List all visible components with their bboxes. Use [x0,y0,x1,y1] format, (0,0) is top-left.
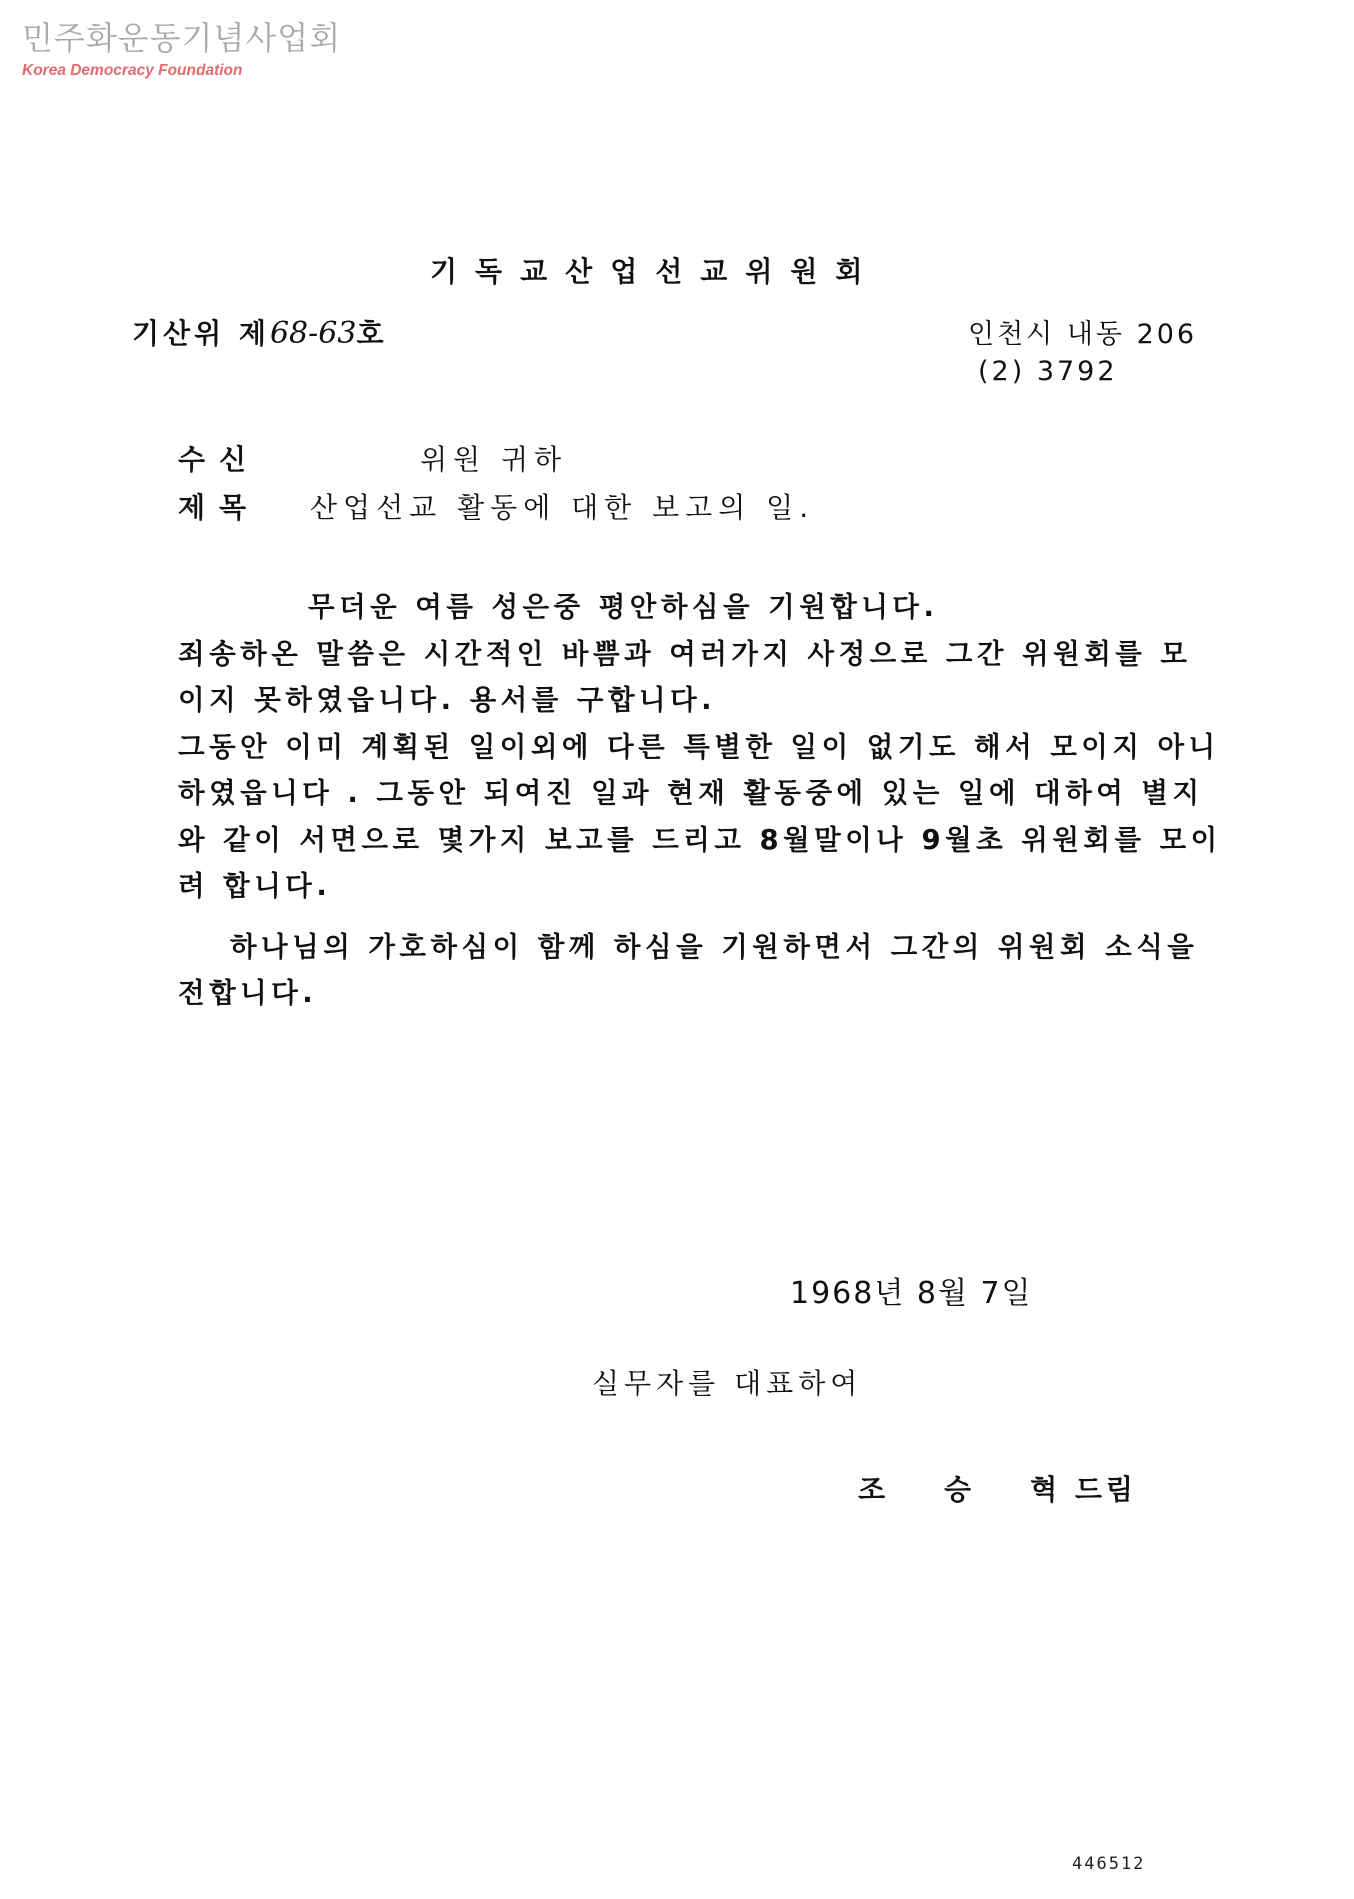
subject-label: 제목 [178,491,261,524]
body-line: 하였읍니다 . 그동안 되여진 일과 현재 활동중에 있는 일에 대하여 별지 [178,777,1204,809]
body-line: 와 같이 서면으로 몇가지 보고를 드리고 8월말이나 9월초 위원회를 모이 [178,823,1222,856]
body-line: 려 합니다. [178,870,332,902]
recipient-value: 위원 귀하 [420,443,568,476]
body-line: 하나님의 가호하심이 함께 하심을 기원하면서 그간의 위원회 소식을 [230,930,1199,963]
letter-body [178,584,1258,1017]
body-line: 이지 못하였읍니다. 용서를 구합니다. [178,684,717,716]
sender-address: 인천시 내동 206 [968,319,1198,350]
document-number-handwritten: 68-63 [269,316,357,351]
letter-date: 1968년 8월 7일 [790,1276,1033,1311]
document-number-suffix: 호 [356,317,388,350]
body-line: 죄송하온 말씀은 시간적인 바쁨과 여러가지 사정으로 그간 위원회를 모 [178,637,1192,670]
body-line: 무더운 여름 성은중 평안하심을 기원합니다. [308,591,939,623]
archive-serial-number: 446512 [1072,1854,1146,1874]
document-number-prefix: 기산위 제 [132,317,270,350]
body-line: 그동안 이미 계획된 일이외에 다른 특별한 일이 없기도 해서 모이지 아니 [178,730,1220,763]
organization-title: 기독교산업선교위원회 [430,255,881,288]
signer-name: 조 승 혁 드림 [858,1473,1137,1506]
subject-value: 산업선교 활동에 대한 보고의 일. [310,491,815,524]
body-line: 전합니다. [178,977,318,1009]
watermark [22,19,342,80]
document-number [132,312,388,352]
watermark-english: Korea Democracy Foundation [22,62,243,79]
sender-phone: (2) 3792 [978,356,1118,387]
recipient-label: 수신 [178,443,261,476]
watermark-korean: 민주화운동기념사업회 [22,19,342,57]
representative-line: 실무자를 대표하여 [592,1367,863,1400]
